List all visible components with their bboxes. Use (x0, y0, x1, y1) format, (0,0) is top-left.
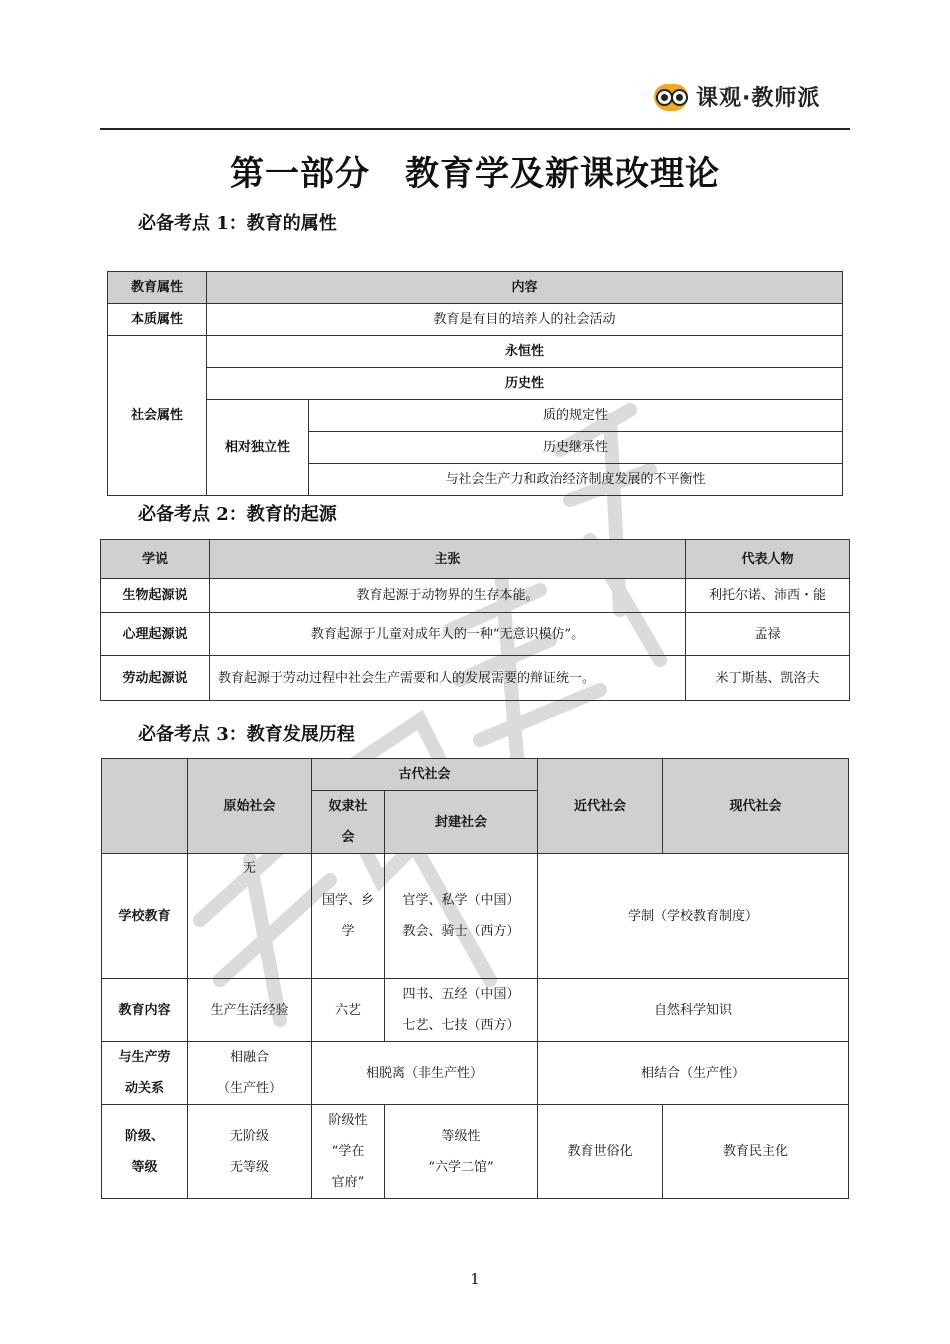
claim-cell: 教育起源于动物界的生存本能。 (210, 579, 686, 613)
table-header: 主张 (210, 540, 686, 579)
school-slave: 国学、乡 学 (312, 854, 385, 979)
table-header: 学说 (101, 540, 210, 579)
independence-item: 质的规定性 (309, 400, 843, 432)
independence-item: 历史继承性 (309, 432, 843, 464)
header-ancient: 古代社会 (312, 759, 538, 791)
person-cell: 孟禄 (686, 613, 850, 656)
class-feudal: 等级性 “六学二馆” (385, 1105, 538, 1199)
historicity-cell: 历史性 (207, 368, 843, 400)
section-title-1: 必备考点 1：教育的属性 (138, 213, 337, 234)
independence-label: 相对独立性 (207, 400, 309, 496)
header-modern-early: 近代社会 (538, 759, 663, 854)
table-header: 内容 (207, 272, 843, 304)
row-label-class: 阶级、 等级 (102, 1105, 188, 1199)
class-primitive: 无阶级 无等级 (188, 1105, 312, 1199)
table-header: 代表人物 (686, 540, 850, 579)
class-slave: 阶级性 “学在 官府” (312, 1105, 385, 1199)
header-modern: 现代社会 (663, 759, 849, 854)
content-primitive: 生产生活经验 (188, 979, 312, 1042)
school-feudal: 官学、私学（中国） 教会、骑士（西方） (385, 854, 538, 979)
section-title-2: 必备考点 2：教育的起源 (138, 504, 337, 525)
labor-later: 相结合（生产性） (538, 1042, 849, 1105)
logo-text: 课观·教师派 (696, 85, 821, 111)
header-slave: 奴隶社 会 (312, 791, 385, 854)
header-divider (100, 128, 850, 130)
page-title: 第一部分 教育学及新课改理论 (230, 154, 720, 194)
education-origin-table (100, 539, 850, 701)
permanence-cell: 永恒性 (207, 336, 843, 368)
labor-ancient: 相脱离（非生产性） (312, 1042, 538, 1105)
class-modern: 教育民主化 (663, 1105, 849, 1199)
header-feudal: 封建社会 (385, 791, 538, 854)
content-later: 自然科学知识 (538, 979, 849, 1042)
theory-cell: 心理起源说 (101, 613, 210, 656)
claim-cell: 教育起源于儿童对成年人的一种“无意识模仿”。 (210, 613, 686, 656)
section-title-3: 必备考点 3：教育发展历程 (138, 724, 355, 745)
theory-cell: 劳动起源说 (101, 656, 210, 701)
content-feudal: 四书、五经（中国） 七艺、七技（西方） (385, 979, 538, 1042)
theory-cell: 生物起源说 (101, 579, 210, 613)
content-slave: 六艺 (312, 979, 385, 1042)
table-header: 教育属性 (108, 272, 207, 304)
school-later: 学制（学校教育制度） (538, 854, 849, 979)
owl-logo-icon (652, 80, 690, 112)
social-label: 社会属性 (108, 336, 207, 496)
row-label-content: 教育内容 (102, 979, 188, 1042)
row-label-labor: 与生产劳 动关系 (102, 1042, 188, 1105)
header-primitive: 原始社会 (188, 759, 312, 854)
school-primitive: 无 (188, 854, 312, 979)
brand-logo (652, 78, 820, 114)
independence-item: 与社会生产力和政治经济制度发展的不平衡性 (309, 464, 843, 496)
essence-value: 教育是有目的培养人的社会活动 (207, 304, 843, 336)
education-history-table (101, 758, 849, 1199)
person-cell: 利托尔诺、沛西・能 (686, 579, 850, 613)
essence-label: 本质属性 (108, 304, 207, 336)
claim-cell: 教育起源于劳动过程中社会生产需要和人的发展需要的辩证统一。 (210, 656, 686, 701)
class-modern-early: 教育世俗化 (538, 1105, 663, 1199)
labor-primitive: 相融合 （生产性） (188, 1042, 312, 1105)
education-attributes-table (107, 271, 843, 496)
person-cell: 米丁斯基、凯洛夫 (686, 656, 850, 701)
corner-cell (102, 759, 188, 854)
page-number: 1 (470, 1270, 480, 1288)
row-label-school: 学校教育 (102, 854, 188, 979)
